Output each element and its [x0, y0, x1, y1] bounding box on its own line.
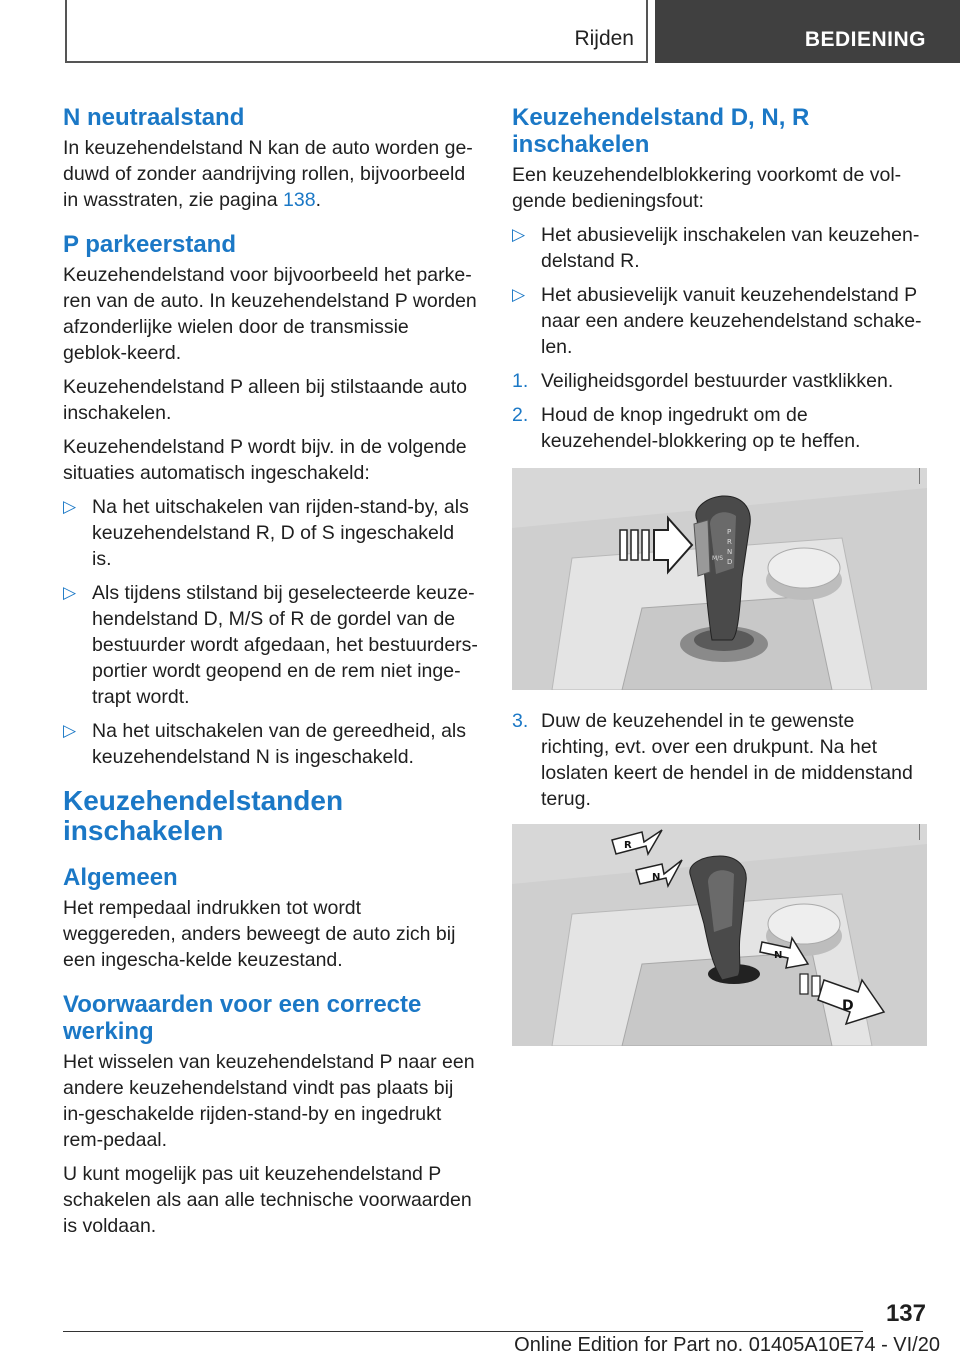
svg-text:N: N: [727, 548, 733, 556]
park-bullet-list: [63, 494, 478, 770]
right-column: [512, 100, 927, 1064]
triangle-bullet-icon: ▷: [512, 285, 526, 304]
svg-text:N: N: [652, 872, 661, 883]
general-text: Het rempedaal indrukken tot wordt weggereden, anders beweegt de auto zich bij een ingescha-kelde keuzestand.: [63, 897, 456, 971]
figure-corner-mark: [919, 824, 927, 840]
park-heading: P parkeerstand: [63, 231, 236, 258]
triangle-bullet-icon: ▷: [63, 583, 77, 602]
triangle-bullet-icon: ▷: [512, 225, 526, 244]
conditions-paragraph-1: Het wisselen van keuzehendelstand P naar een andere keuzehendelstand vindt pas plaats bij in-geschakelde rijden-stand-by en ingedrukt rem-pedaal.: [63, 1051, 475, 1151]
engage-heading: Keuzehendelstanden inschakelen: [63, 785, 344, 846]
svg-text:D: D: [727, 558, 733, 566]
page-ref-link[interactable]: 138: [283, 189, 316, 211]
section-tab: BEDIENING: [655, 0, 960, 63]
park-paragraph-3: Keuzehendelstand P wordt bijv. in de volgende situaties automatisch ingeschakeld:: [63, 436, 467, 484]
list-item: ▷ Het abusievelijk inschakelen van keuzehen-delstand R.: [512, 224, 920, 272]
chapter-title: Rijden: [574, 27, 634, 50]
svg-text:R: R: [624, 840, 632, 851]
left-column: [63, 100, 478, 1247]
general-heading: Algemeen: [63, 864, 178, 891]
list-item: 1. Veiligheidsgordel bestuurder vastklikken.: [512, 370, 894, 392]
steps-list-b: [512, 708, 927, 812]
list-item: ▷ Het abusievelijk vanuit keuzehendelstand P naar een andere keuzehendelstand schake-len.: [512, 284, 922, 358]
footer-divider: [63, 1331, 863, 1332]
steps-list-a: [512, 368, 927, 454]
dnr-intro: Een keuzehendelblokkering voorkomt de vol-gende bedieningsfout:: [512, 164, 902, 212]
header-chapter-box: [65, 0, 648, 63]
dnr-heading: Keuzehendelstand D, N, R inschakelen: [512, 104, 810, 158]
gear-lever-illustration-1: [512, 468, 927, 690]
gear-lever-illustration-2: [512, 824, 927, 1046]
svg-text:N: N: [774, 950, 783, 961]
list-item: ▷ Als tijdens stilstand bij geselecteerde keuze-hendelstand D, M/S of R de gordel van de bestuurder wordt afgedaan, het bestuurders-portier wordt geopend en de rem niet inge-trapt wordt.: [63, 582, 478, 708]
svg-text:P: P: [727, 528, 732, 536]
svg-text:R: R: [727, 538, 732, 546]
list-item: ▷ Na het uitschakelen van rijden-stand-by, als keuzehendelstand R, D of S ingeschakeld is.: [63, 496, 469, 570]
triangle-bullet-icon: ▷: [63, 497, 77, 516]
list-item: 2. Houd de knop ingedrukt om de keuzehendel-blokkering op te heffen.: [512, 404, 861, 452]
gear-lever-figure-1: [512, 468, 927, 690]
list-item: 3. Duw de keuzehendel in te gewenste richting, evt. over een drukpunt. Na het loslaten keert de hendel in de middenstand terug.: [512, 710, 913, 810]
svg-text:M/S: M/S: [712, 555, 724, 562]
dnr-bullet-list: [512, 222, 927, 360]
page-number: 137: [885, 1300, 926, 1327]
neutral-text: In keuzehendelstand N kan de auto worden ge-duwd of zonder aandrijving rollen, bijvoorbeeld in wasstraten, zie pagina 138.: [63, 137, 473, 211]
list-item: ▷ Na het uitschakelen van de gereedheid, als keuzehendelstand N is ingeschakeld.: [63, 720, 467, 768]
figure-corner-mark: [919, 468, 927, 484]
svg-text:D: D: [842, 998, 854, 1014]
conditions-heading: Voorwaarden voor een correcte werking: [63, 991, 422, 1045]
triangle-bullet-icon: ▷: [63, 721, 77, 740]
edition-footer: Online Edition for Part no. 01405A10E74 - VI/20: [514, 1334, 940, 1356]
gear-lever-figure-2: [512, 824, 927, 1046]
park-paragraph-1: Keuzehendelstand voor bijvoorbeeld het parke-ren van de auto. In keuzehendelstand P worden afzonderlijke wielen door de transmissie geblok-keerd.: [63, 264, 477, 364]
neutral-heading: N neutraalstand: [63, 104, 245, 131]
park-paragraph-2: Keuzehendelstand P alleen bij stilstaande auto inschakelen.: [63, 376, 468, 424]
conditions-paragraph-2: U kunt mogelijk pas uit keuzehendelstand P schakelen als aan alle technische voorwaarden is voldaan.: [63, 1163, 472, 1237]
